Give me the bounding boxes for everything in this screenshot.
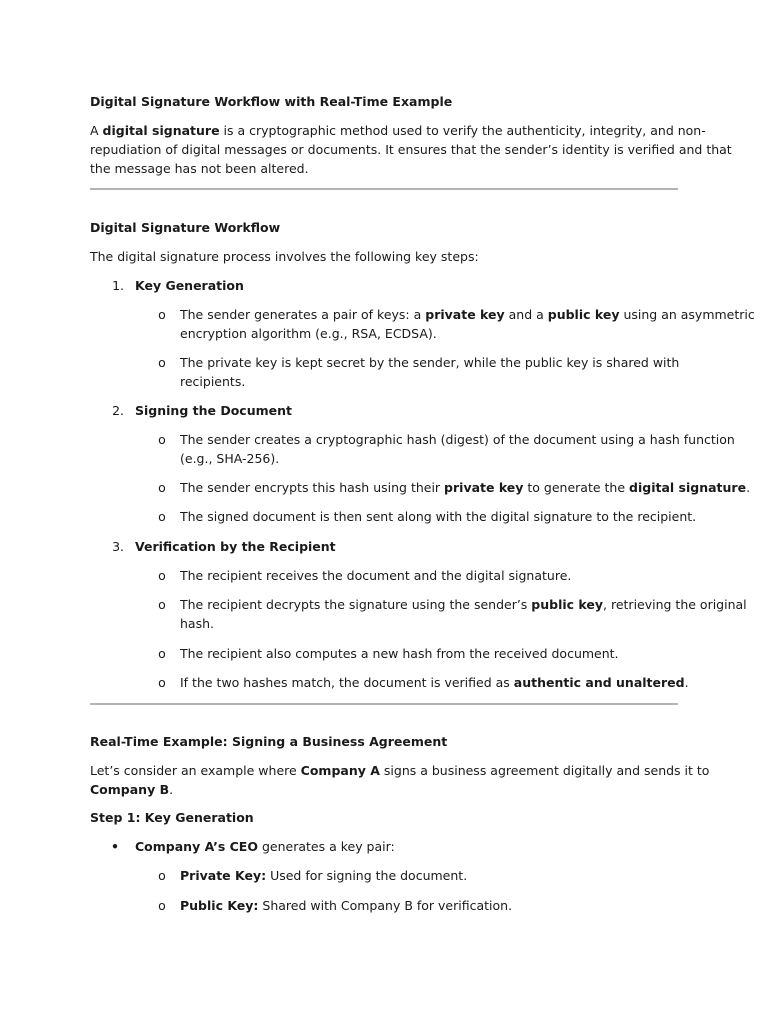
sub-bullet-icon: o (158, 597, 166, 612)
list-item-continuation: encryption algorithm (e.g., RSA, ECDSA). (180, 326, 437, 341)
list-item: The signed document is then sent along with the digital signature to the recipient. (180, 509, 697, 524)
example-lead-line-2: Company B. (90, 782, 174, 797)
list-item: The sender creates a cryptographic hash (digest) of the document using a hash function (180, 432, 735, 447)
list-item-continuation: recipients. (180, 374, 246, 389)
step-number: 2. (112, 403, 124, 418)
list-item: The sender encrypts this hash using their private key to generate the digital signature. (180, 480, 751, 495)
sub-bullet-icon: o (158, 646, 166, 661)
intro-line-1: A digital signature is a cryptographic method used to verify the authenticity, integrity, and non- (90, 123, 706, 138)
step-number: 1. (112, 278, 124, 293)
list-item: The recipient receives the document and the digital signature. (180, 568, 572, 583)
workflow-heading: Digital Signature Workflow (90, 220, 281, 235)
list-item: Private Key: Used for signing the document. (180, 868, 468, 883)
list-item: The recipient also computes a new hash from the received document. (180, 646, 619, 661)
sub-bullet-icon: o (158, 355, 166, 370)
step-title: Key Generation (135, 278, 244, 293)
list-item: The recipient decrypts the signature using the sender’s public key, retrieving the original (180, 597, 747, 612)
list-item: The sender generates a pair of keys: a private key and a public key using an asymmetric (180, 307, 755, 322)
list-item-continuation: (e.g., SHA-256). (180, 451, 280, 466)
list-item: The private key is kept secret by the sender, while the public key is shared with (180, 355, 680, 370)
list-item: Company A’s CEO generates a key pair: (135, 839, 395, 854)
bullet-icon: • (111, 839, 119, 854)
intro-line-3: the message has not been altered. (90, 161, 309, 176)
list-item-continuation: hash. (180, 616, 214, 631)
list-item: If the two hashes match, the document is verified as authentic and unaltered. (180, 675, 689, 690)
sub-bullet-icon: o (158, 898, 166, 913)
intro-line-2: repudiation of digital messages or documents. It ensures that the sender’s identity is verified and that (90, 142, 732, 157)
step-title: Signing the Document (135, 403, 292, 418)
sub-bullet-icon: o (158, 868, 166, 883)
document-title: Digital Signature Workflow with Real-Time Example (90, 94, 453, 109)
sub-bullet-icon: o (158, 480, 166, 495)
list-item: Public Key: Shared with Company B for verification. (180, 898, 513, 913)
step-number: 3. (112, 539, 124, 554)
sub-bullet-icon: o (158, 432, 166, 447)
sub-bullet-icon: o (158, 307, 166, 322)
step-title: Verification by the Recipient (135, 539, 336, 554)
horizontal-divider (90, 703, 678, 705)
horizontal-divider (90, 188, 678, 190)
example-lead-line-1: Let’s consider an example where Company A signs a business agreement digitally and sends it to (90, 763, 710, 778)
sub-bullet-icon: o (158, 568, 166, 583)
workflow-lead: The digital signature process involves the following key steps: (90, 249, 479, 264)
example-heading: Real-Time Example: Signing a Business Agreement (90, 734, 448, 749)
step1-heading: Step 1: Key Generation (90, 810, 254, 825)
sub-bullet-icon: o (158, 675, 166, 690)
sub-bullet-icon: o (158, 509, 166, 524)
